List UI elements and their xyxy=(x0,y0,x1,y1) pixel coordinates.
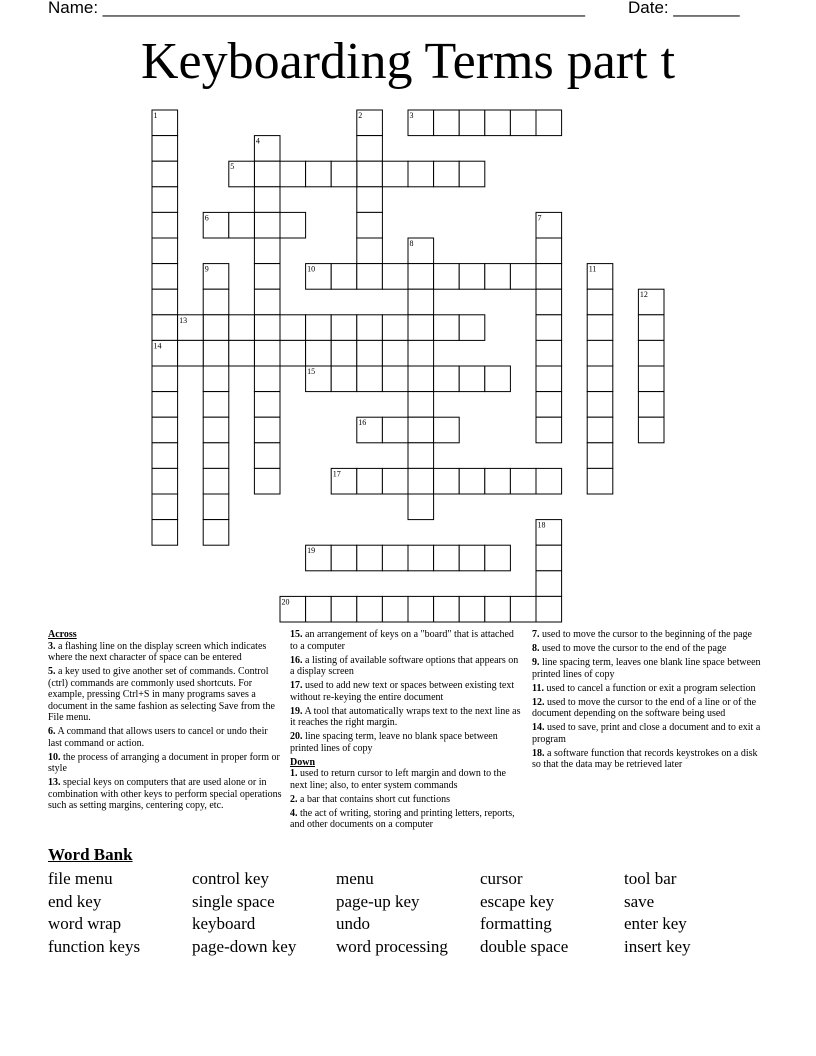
grid-cell-number: 11 xyxy=(588,264,597,274)
word-bank-item: save xyxy=(624,891,655,911)
clue-across-6 xyxy=(48,726,282,749)
grid-cell-number: 15 xyxy=(307,367,316,376)
grid-cell[interactable] xyxy=(408,289,434,315)
clue-number: 6. xyxy=(48,726,56,737)
clue-down-11 xyxy=(532,683,762,695)
clue-number: 10. xyxy=(48,751,61,763)
grid-cell[interactable] xyxy=(152,494,178,520)
grid-cell[interactable] xyxy=(408,468,434,494)
clue-down-1 xyxy=(290,768,524,791)
grid-cell[interactable] xyxy=(331,366,357,392)
clue-down-9 xyxy=(532,657,762,680)
grid-cell[interactable] xyxy=(331,264,357,290)
clue-across-20 xyxy=(290,731,524,754)
word-bank-item: formatting xyxy=(480,914,552,934)
grid-cell[interactable] xyxy=(254,187,280,213)
grid-cell[interactable] xyxy=(152,392,178,418)
clue-text: a key used to give another set of commands. Control (ctrl) commands are commonly used shortcuts. For example, pressing Ctrl+S in many programs saves a document in the same fashion as selecting Save from the File menu. xyxy=(48,666,275,723)
grid-cell[interactable] xyxy=(408,264,434,290)
grid-cell[interactable] xyxy=(485,366,511,392)
clue-down-7 xyxy=(532,629,762,641)
grid-cell[interactable] xyxy=(587,468,613,494)
grid-cell[interactable] xyxy=(638,366,664,392)
date-field-label[interactable]: Date: _______ xyxy=(628,0,740,17)
grid-cell[interactable] xyxy=(152,212,178,238)
grid-cell[interactable] xyxy=(587,289,613,315)
grid-cell[interactable] xyxy=(357,545,383,571)
grid-cell[interactable] xyxy=(459,315,485,341)
grid-cell[interactable] xyxy=(152,238,178,264)
word-bank-item: undo xyxy=(336,914,370,934)
clue-text: a flashing line on the display screen which indicates where the next character of space can be entered xyxy=(48,640,267,663)
grid-cell[interactable] xyxy=(254,212,280,238)
grid-cell[interactable] xyxy=(485,110,511,136)
grid-cell[interactable] xyxy=(254,366,280,392)
grid-cell[interactable] xyxy=(459,468,485,494)
word-bank-title: Word Bank xyxy=(48,845,133,864)
grid-cell[interactable] xyxy=(382,596,408,622)
grid-cell[interactable] xyxy=(357,264,383,290)
clue-number: 15. xyxy=(290,629,303,640)
grid-cell-number: 1 xyxy=(153,111,158,120)
grid-cell[interactable] xyxy=(382,340,408,366)
clue-text: a software function that records keystrokes on a disk so that the data may be retrieved later xyxy=(532,747,758,770)
grid-cell-number: 8 xyxy=(409,239,414,248)
clue-number: 16. xyxy=(290,654,303,666)
down-heading: Down xyxy=(290,756,316,768)
grid-cell-number: 19 xyxy=(307,546,316,556)
grid-cell[interactable] xyxy=(536,366,562,392)
grid-cell[interactable] xyxy=(587,392,613,418)
grid-cell[interactable] xyxy=(203,417,229,443)
grid-cell[interactable] xyxy=(382,161,408,187)
grid-cell[interactable] xyxy=(459,366,485,392)
clue-across-17 xyxy=(290,680,524,703)
word-bank-item: file menu xyxy=(48,869,113,888)
grid-cell[interactable] xyxy=(254,315,280,341)
clue-number: 19. xyxy=(290,705,303,717)
word-bank-item: page-down key xyxy=(192,936,297,956)
grid-cell[interactable] xyxy=(152,161,178,187)
grid-cell[interactable] xyxy=(203,443,229,469)
grid-cell-number: 12 xyxy=(639,290,648,300)
grid-cell[interactable] xyxy=(152,264,178,290)
grid-cell[interactable] xyxy=(357,136,383,162)
grid-cell[interactable] xyxy=(203,340,229,366)
grid-cell[interactable] xyxy=(280,315,306,341)
clue-down-18 xyxy=(532,748,762,771)
word-bank-item: control key xyxy=(192,869,269,888)
grid-cell-number: 7 xyxy=(537,213,542,223)
grid-cell[interactable] xyxy=(357,468,383,494)
grid-cell[interactable] xyxy=(357,315,383,341)
grid-cell[interactable] xyxy=(536,315,562,341)
grid-cell[interactable] xyxy=(434,161,460,187)
grid-cell[interactable] xyxy=(536,417,562,443)
grid-cell[interactable] xyxy=(229,340,255,366)
grid-cell[interactable] xyxy=(536,110,562,136)
clue-number: 20. xyxy=(290,731,303,742)
word-bank-item: tool bar xyxy=(624,869,677,888)
grid-cell[interactable] xyxy=(434,315,460,341)
grid-cell[interactable] xyxy=(587,315,613,341)
grid-cell-number: 20 xyxy=(281,597,290,607)
grid-cell[interactable] xyxy=(152,417,178,443)
word-bank-item: insert key xyxy=(624,936,691,956)
grid-cell[interactable] xyxy=(357,596,383,622)
grid-cell[interactable] xyxy=(485,264,511,290)
clue-text: A command that allows users to cancel or undo their last command or action. xyxy=(48,726,268,749)
grid-cell[interactable] xyxy=(254,417,280,443)
grid-cell[interactable] xyxy=(229,315,255,341)
clue-number: 3. xyxy=(48,640,56,652)
grid-cell[interactable] xyxy=(536,545,562,571)
grid-cell[interactable] xyxy=(152,187,178,213)
grid-cell[interactable] xyxy=(510,468,536,494)
clue-number: 7. xyxy=(532,629,540,640)
clue-across-15 xyxy=(290,629,524,652)
page-title: Keyboarding Terms part t xyxy=(140,33,676,90)
grid-cell[interactable] xyxy=(357,187,383,213)
clue-text: the process of arranging a document in proper form or style xyxy=(48,751,280,774)
grid-cell[interactable] xyxy=(280,340,306,366)
word-bank-item: function keys xyxy=(48,936,141,956)
clue-number: 5. xyxy=(48,666,56,677)
clue-number: 17. xyxy=(290,680,303,691)
grid-cell[interactable] xyxy=(306,315,332,341)
grid-cell[interactable] xyxy=(638,315,664,341)
grid-cell-number: 14 xyxy=(153,341,162,351)
grid-cell[interactable] xyxy=(536,392,562,418)
grid-cell[interactable] xyxy=(408,161,434,187)
grid-cell[interactable] xyxy=(357,238,383,264)
grid-cell[interactable] xyxy=(382,545,408,571)
grid-cell[interactable] xyxy=(587,443,613,469)
clues-column-3 xyxy=(532,629,762,773)
grid-cell[interactable] xyxy=(510,264,536,290)
grid-cell[interactable] xyxy=(408,417,434,443)
grid-cell[interactable] xyxy=(536,596,562,622)
grid-cell[interactable] xyxy=(254,392,280,418)
grid-cell[interactable] xyxy=(306,596,332,622)
grid-cell[interactable] xyxy=(485,545,511,571)
grid-cell[interactable] xyxy=(434,366,460,392)
word-bank-item: word wrap xyxy=(48,914,122,934)
grid-cell[interactable] xyxy=(408,315,434,341)
grid-cell[interactable] xyxy=(434,110,460,136)
grid-cell[interactable] xyxy=(485,596,511,622)
grid-cell-number: 4 xyxy=(255,136,260,146)
grid-cell[interactable] xyxy=(536,264,562,290)
grid-cell[interactable] xyxy=(331,315,357,341)
grid-cell[interactable] xyxy=(178,340,204,366)
across-heading: Across xyxy=(48,629,77,640)
grid-cell[interactable] xyxy=(254,340,280,366)
clue-text: used to cancel a function or exit a program selection xyxy=(546,682,756,694)
word-bank-item: cursor xyxy=(480,869,523,888)
grid-cell[interactable] xyxy=(357,366,383,392)
word-bank-item: keyboard xyxy=(192,914,256,934)
grid-cell[interactable] xyxy=(510,110,536,136)
clue-text: used to move the cursor to the end of a line or of the document depending on the software being used xyxy=(532,696,757,719)
grid-cell[interactable] xyxy=(434,468,460,494)
grid-cell[interactable] xyxy=(382,315,408,341)
grid-cell-number: 16 xyxy=(358,418,367,428)
clue-across-10 xyxy=(48,752,282,775)
grid-cell-number: 3 xyxy=(409,111,414,120)
grid-cell[interactable] xyxy=(536,340,562,366)
grid-cell-number: 17 xyxy=(332,469,341,479)
clues-column-2 xyxy=(290,629,524,833)
grid-cell[interactable] xyxy=(408,545,434,571)
grid-cell[interactable] xyxy=(203,289,229,315)
grid-cell[interactable] xyxy=(382,366,408,392)
grid-cell[interactable] xyxy=(408,340,434,366)
grid-cell[interactable] xyxy=(408,366,434,392)
grid-cell[interactable] xyxy=(434,417,460,443)
grid-cell[interactable] xyxy=(331,161,357,187)
grid-cell[interactable] xyxy=(152,136,178,162)
clue-across-3 xyxy=(48,641,282,664)
grid-cell[interactable] xyxy=(408,596,434,622)
grid-cell[interactable] xyxy=(357,340,383,366)
clue-text: used to move the cursor to the beginning of the page xyxy=(542,629,752,640)
clue-number: 2. xyxy=(290,793,298,805)
grid-cell[interactable] xyxy=(459,161,485,187)
grid-cell[interactable] xyxy=(459,264,485,290)
grid-cell[interactable] xyxy=(152,366,178,392)
grid-cell[interactable] xyxy=(306,340,332,366)
grid-cell-number: 9 xyxy=(204,264,209,274)
clue-down-8 xyxy=(532,643,762,655)
grid-cell[interactable] xyxy=(203,392,229,418)
grid-cell[interactable] xyxy=(408,443,434,469)
grid-cell[interactable] xyxy=(382,417,408,443)
clue-text: A tool that automatically wraps text to the next line as it reaches the right margin. xyxy=(290,705,521,728)
clue-text: line spacing term, leave no blank space between printed lines of copy xyxy=(290,731,498,754)
clue-text: line spacing term, leaves one blank line space between printed lines of copy xyxy=(532,657,761,680)
grid-cell[interactable] xyxy=(587,366,613,392)
word-bank-item: end key xyxy=(48,891,102,911)
name-field-label[interactable]: Name: ___________________________________________________ xyxy=(48,0,585,17)
clue-number: 1. xyxy=(290,768,298,779)
word-bank-item: menu xyxy=(336,869,374,888)
grid-cell[interactable] xyxy=(357,161,383,187)
grid-cell[interactable] xyxy=(280,161,306,187)
clue-across-13 xyxy=(48,777,282,812)
grid-cell-number: 18 xyxy=(537,520,546,530)
clue-text: a listing of available software options that appears on a display screen xyxy=(290,654,519,677)
clue-number: 12. xyxy=(532,696,545,708)
grid-cell[interactable] xyxy=(152,315,178,341)
grid-cell[interactable] xyxy=(638,340,664,366)
word-bank-item: enter key xyxy=(624,914,687,934)
grid-cell[interactable] xyxy=(254,468,280,494)
clue-text: special keys on computers that are used alone or in combination with other keys to perform special operations such as setting margins, centering copy, etc. xyxy=(48,777,282,811)
clue-across-5 xyxy=(48,666,282,724)
clue-down-4 xyxy=(290,808,524,831)
grid-cell-number: 13 xyxy=(179,315,188,325)
grid-cell[interactable] xyxy=(536,571,562,597)
clue-number: 13. xyxy=(48,777,61,788)
clue-text: used to add new text or spaces between existing text without re-keying the entire document xyxy=(290,680,515,703)
grid-cell[interactable] xyxy=(408,392,434,418)
grid-cell[interactable] xyxy=(229,212,255,238)
grid-cell[interactable] xyxy=(254,289,280,315)
grid-cell[interactable] xyxy=(587,417,613,443)
clue-down-2 xyxy=(290,794,524,806)
grid-cell[interactable] xyxy=(536,468,562,494)
grid-cell[interactable] xyxy=(331,340,357,366)
grid-cell[interactable] xyxy=(306,161,332,187)
grid-cell-number: 2 xyxy=(358,111,363,120)
clue-text: the act of writing, storing and printing letters, reports, and other documents on a computer xyxy=(290,807,515,830)
grid-cell[interactable] xyxy=(408,494,434,520)
clue-across-19 xyxy=(290,706,524,729)
grid-cell[interactable] xyxy=(203,520,229,546)
clue-text: used to move the cursor to the end of the page xyxy=(542,643,727,654)
grid-cell[interactable] xyxy=(536,289,562,315)
grid-cell[interactable] xyxy=(331,596,357,622)
clue-number: 11. xyxy=(532,682,544,694)
word-bank-item: escape key xyxy=(480,891,555,911)
grid-cell[interactable] xyxy=(254,161,280,187)
grid-cell[interactable] xyxy=(434,596,460,622)
clue-across-16 xyxy=(290,655,524,678)
grid-cell[interactable] xyxy=(203,468,229,494)
clue-number: 14. xyxy=(532,722,545,733)
word-bank-item: page-up key xyxy=(336,891,420,911)
grid-cell-number: 5 xyxy=(230,162,235,172)
clue-number: 8. xyxy=(532,643,540,654)
grid-cell[interactable] xyxy=(152,443,178,469)
grid-cell[interactable] xyxy=(152,468,178,494)
grid-cell[interactable] xyxy=(485,468,511,494)
grid-cell[interactable] xyxy=(459,596,485,622)
grid-cell[interactable] xyxy=(434,545,460,571)
grid-cell[interactable] xyxy=(152,289,178,315)
grid-cell[interactable] xyxy=(254,238,280,264)
grid-cell[interactable] xyxy=(536,238,562,264)
grid-cell[interactable] xyxy=(382,264,408,290)
clue-text: an arrangement of keys on a "board" that is attached to a computer xyxy=(290,629,514,652)
clue-number: 18. xyxy=(532,747,545,759)
grid-cell[interactable] xyxy=(203,315,229,341)
word-bank-item: single space xyxy=(192,891,275,911)
clue-number: 9. xyxy=(532,657,540,668)
grid-cell[interactable] xyxy=(331,545,357,571)
grid-cell[interactable] xyxy=(638,392,664,418)
grid-cell[interactable] xyxy=(203,366,229,392)
word-bank xyxy=(48,868,768,958)
grid-cell-number: 10 xyxy=(307,264,316,274)
clue-text: a bar that contains short cut functions xyxy=(300,793,450,805)
word-bank-item: word processing xyxy=(336,936,448,956)
grid-cell[interactable] xyxy=(152,520,178,546)
grid-cell[interactable] xyxy=(357,212,383,238)
grid-cell[interactable] xyxy=(254,443,280,469)
grid-cell[interactable] xyxy=(459,545,485,571)
grid-cell[interactable] xyxy=(280,212,306,238)
grid-cell-number: 6 xyxy=(204,213,209,223)
clues-column-1 xyxy=(48,629,282,814)
grid-cell[interactable] xyxy=(382,468,408,494)
word-bank-item: double space xyxy=(480,936,569,956)
clue-down-12 xyxy=(532,697,762,720)
grid-cell[interactable] xyxy=(254,264,280,290)
clue-text: used to return cursor to left margin and down to the next line; also, to enter system commands xyxy=(290,768,506,791)
clue-number: 4. xyxy=(290,807,298,819)
grid-cell[interactable] xyxy=(459,110,485,136)
grid-cell[interactable] xyxy=(638,417,664,443)
grid-cell[interactable] xyxy=(434,264,460,290)
grid-cell[interactable] xyxy=(510,596,536,622)
clue-down-14 xyxy=(532,722,762,745)
grid-cell[interactable] xyxy=(587,340,613,366)
grid-cell[interactable] xyxy=(203,494,229,520)
clue-text: used to save, print and close a document and to exit a program xyxy=(532,722,761,745)
